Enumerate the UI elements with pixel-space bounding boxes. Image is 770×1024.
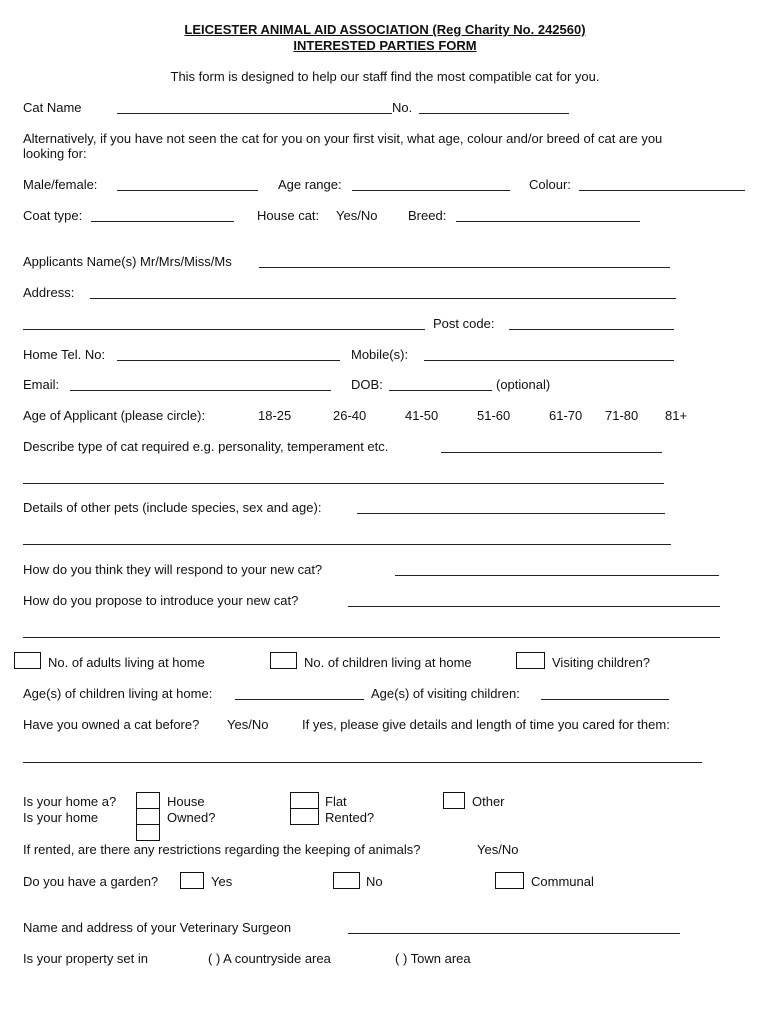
introduce-field-2[interactable] [23, 637, 720, 638]
children-label: No. of children living at home [304, 655, 472, 670]
home-tel-label: Home Tel. No: [23, 347, 106, 362]
garden-no-label: No [366, 874, 383, 889]
vet-label: Name and address of your Veterinary Surgeon [23, 920, 292, 935]
describe-cat-field[interactable] [441, 452, 662, 453]
email-field[interactable] [70, 390, 331, 391]
other-pets-field-2[interactable] [23, 544, 671, 545]
cat-name-label: Cat Name [23, 100, 82, 115]
other-pets-label: Details of other pets (include species, sex and age): [23, 500, 322, 515]
age-option[interactable]: 26-40 [333, 408, 367, 423]
postcode-field[interactable] [509, 329, 674, 330]
owned-label: Owned? [167, 810, 216, 825]
garden-yes-label: Yes [211, 874, 233, 889]
applicant-names-field[interactable] [259, 267, 670, 268]
garden-yes-checkbox[interactable] [180, 872, 204, 889]
house-label: House [167, 794, 205, 809]
house-cat-label: House cat: [257, 208, 320, 223]
age-option[interactable]: 61-70 [549, 408, 583, 423]
ages-visiting-field[interactable] [541, 699, 669, 700]
mobile-field[interactable] [424, 360, 674, 361]
form-subtitle: INTERESTED PARTIES FORM [293, 38, 477, 53]
age-of-applicant-label: Age of Applicant (please circle): [23, 408, 206, 423]
countryside-option[interactable]: ( ) A countryside area [208, 951, 331, 966]
cat-name-field[interactable] [117, 113, 392, 114]
rented-label: Rented? [325, 810, 375, 825]
is-home-a-label: Is your home a? [23, 794, 117, 809]
extra-checkbox[interactable] [136, 824, 160, 841]
address-field-2[interactable] [23, 329, 425, 330]
garden-communal-checkbox[interactable] [495, 872, 524, 889]
restrictions-label: If rented, are there any restrictions regarding the keeping of animals? [23, 842, 421, 857]
respond-label: How do you think they will respond to your new cat? [23, 562, 323, 577]
coat-type-label: Coat type: [23, 208, 83, 223]
colour-label: Colour: [529, 177, 571, 192]
form-title: LEICESTER ANIMAL AID ASSOCIATION (Reg Charity No. 242560) [184, 22, 586, 37]
male-female-label: Male/female: [23, 177, 98, 192]
children-count-box[interactable] [270, 652, 297, 669]
property-label: Is your property set in [23, 951, 148, 966]
ages-children-label: Age(s) of children living at home: [23, 686, 213, 701]
ages-visiting-label: Age(s) of visiting children: [371, 686, 520, 701]
owned-checkbox[interactable] [136, 808, 160, 825]
visiting-children-box[interactable] [516, 652, 545, 669]
is-home-label: Is your home [23, 810, 99, 825]
dob-field[interactable] [389, 390, 492, 391]
adults-label: No. of adults living at home [48, 655, 205, 670]
describe-cat-field-2[interactable] [23, 483, 664, 484]
age-option[interactable]: 81+ [665, 408, 688, 423]
home-tel-field[interactable] [117, 360, 340, 361]
age-range-field[interactable] [352, 190, 510, 191]
coat-type-field[interactable] [91, 221, 234, 222]
form-intro: This form is designed to help our staff find the most compatible cat for you. [170, 69, 600, 84]
other-label: Other [472, 794, 505, 809]
breed-label: Breed: [408, 208, 447, 223]
flat-label: Flat [325, 794, 347, 809]
ages-children-field[interactable] [235, 699, 364, 700]
house-cat-options[interactable]: Yes/No [336, 208, 378, 223]
postcode-label: Post code: [433, 316, 495, 331]
cat-no-field[interactable] [419, 113, 569, 114]
flat-checkbox[interactable] [290, 792, 319, 809]
age-option[interactable]: 18-25 [258, 408, 292, 423]
other-pets-field[interactable] [357, 513, 665, 514]
adults-count-box[interactable] [14, 652, 41, 669]
garden-communal-label: Communal [531, 874, 594, 889]
age-option[interactable]: 41-50 [405, 408, 439, 423]
owned-details-field[interactable] [23, 762, 702, 763]
owned-before-label: Have you owned a cat before? [23, 717, 200, 732]
email-label: Email: [23, 377, 60, 392]
dob-label: DOB: [351, 377, 383, 392]
garden-label: Do you have a garden? [23, 874, 159, 889]
restrictions-options[interactable]: Yes/No [477, 842, 519, 857]
age-range-label: Age range: [278, 177, 342, 192]
dob-optional: (optional) [496, 377, 551, 392]
breed-field[interactable] [456, 221, 640, 222]
introduce-label: How do you propose to introduce your new cat? [23, 593, 299, 608]
describe-cat-label: Describe type of cat required e.g. personality, temperament etc. [23, 439, 389, 454]
colour-field[interactable] [579, 190, 745, 191]
applicant-names-label: Applicants Name(s) Mr/Mrs/Miss/Ms [23, 254, 232, 269]
age-option[interactable]: 51-60 [477, 408, 511, 423]
garden-no-checkbox[interactable] [333, 872, 360, 889]
house-checkbox[interactable] [136, 792, 160, 809]
owned-details-label: If yes, please give details and length of time you cared for them: [302, 717, 670, 732]
male-female-field[interactable] [117, 190, 258, 191]
introduce-field[interactable] [348, 606, 720, 607]
rented-checkbox[interactable] [290, 808, 319, 825]
other-checkbox[interactable] [443, 792, 465, 809]
visiting-label: Visiting children? [552, 655, 651, 670]
address-label: Address: [23, 285, 75, 300]
respond-field[interactable] [395, 575, 719, 576]
alternatively-text-2: looking for: [23, 146, 87, 161]
owned-before-options[interactable]: Yes/No [227, 717, 269, 732]
vet-field[interactable] [348, 933, 680, 934]
town-option[interactable]: ( ) Town area [395, 951, 471, 966]
alternatively-text: Alternatively, if you have not seen the cat for you on your first visit, what age, colour and/or breed of cat are you [23, 131, 663, 146]
address-field-1[interactable] [90, 298, 676, 299]
mobile-label: Mobile(s): [351, 347, 409, 362]
cat-no-label: No. [392, 100, 413, 115]
age-option[interactable]: 71-80 [605, 408, 639, 423]
